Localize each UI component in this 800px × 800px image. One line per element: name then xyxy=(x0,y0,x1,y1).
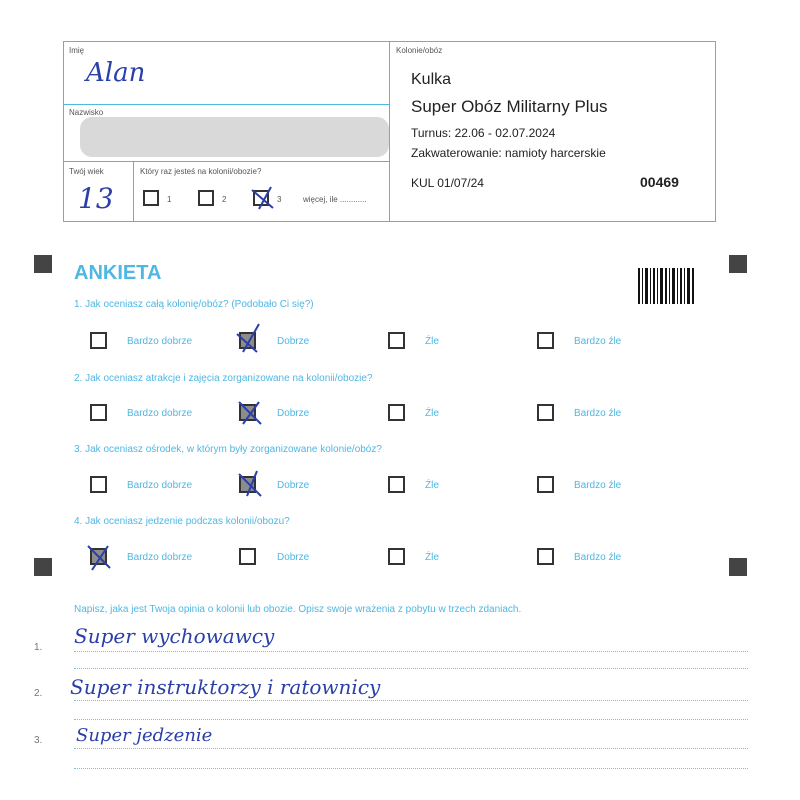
camp-code: KUL 01/07/24 xyxy=(411,176,484,190)
opinion-line-3-dots xyxy=(74,748,748,749)
kolonie-label: Kolonie/obóz xyxy=(396,46,443,55)
opinion-line-2-text[interactable]: Super instruktorzy i ratownicy xyxy=(70,675,381,699)
q1-option-bardzo-dobrze: Bardzo dobrze xyxy=(127,336,193,347)
opinion-line-2-dots xyxy=(74,700,748,701)
q4-checkbox-dobrze[interactable] xyxy=(239,548,256,565)
q4-option-bardzo-dobrze: Bardzo dobrze xyxy=(127,552,193,563)
q3-checkbox-zle[interactable] xyxy=(388,476,405,493)
barcode-icon xyxy=(638,268,694,304)
q4-checkbox-bardzo-zle[interactable] xyxy=(537,548,554,565)
q1-checkbox-bardzo-zle[interactable] xyxy=(537,332,554,349)
survey-title: ANKIETA xyxy=(74,262,162,284)
question-3: 3. Jak oceniasz ośrodek, w którym były zorganizowane kolonie/obóz? xyxy=(74,444,382,455)
q4-option-dobrze: Dobrze xyxy=(277,552,310,563)
q2-check-mark-icon xyxy=(235,398,265,426)
q1-check-mark-icon xyxy=(233,322,263,354)
q2-checkbox-bardzo-dobrze[interactable] xyxy=(90,404,107,421)
q1-option-bardzo-zle: Bardzo źle xyxy=(574,336,622,347)
opinion-line-2b-dots xyxy=(74,719,748,720)
question-4: 4. Jak oceniasz jedzenie podczas kolonii/obozu? xyxy=(74,516,290,527)
q2-checkbox-bardzo-zle[interactable] xyxy=(537,404,554,421)
q1-option-dobrze: Dobrze xyxy=(277,336,310,347)
question-2: 2. Jak oceniasz atrakcje i zajęcia zorganizowane na kolonii/obozie? xyxy=(74,373,373,384)
ktory-raz-option-2: 2 xyxy=(222,195,227,204)
wiek-label: Twój wiek xyxy=(69,167,104,176)
ktory-raz-label: Który raz jesteś na kolonii/obozie? xyxy=(140,167,262,176)
opinion-line-2-number: 2. xyxy=(34,688,43,699)
turnus: Turnus: 22.06 - 02.07.2024 xyxy=(411,126,556,140)
header-divider-age-vertical xyxy=(133,161,134,222)
q3-checkbox-bardzo-zle[interactable] xyxy=(537,476,554,493)
form-number: 00469 xyxy=(640,174,679,190)
q1-option-zle: Źle xyxy=(425,336,439,347)
imie-value[interactable]: Alan xyxy=(86,58,146,88)
zakwaterowanie: Zakwaterowanie: namioty harcerskie xyxy=(411,146,606,160)
opinion-line-3b-dots xyxy=(74,768,748,769)
registration-marker-top-right xyxy=(729,255,747,273)
header-divider-vertical xyxy=(389,41,390,222)
ktory-raz-check-mark-icon xyxy=(249,184,277,212)
q2-option-dobrze: Dobrze xyxy=(277,408,310,419)
header-divider-name xyxy=(63,104,389,105)
opinion-line-1-number: 1. xyxy=(34,642,43,653)
question-1: 1. Jak oceniasz całą kolonię/obóz? (Podobało Ci się?) xyxy=(74,299,314,310)
q1-checkbox-zle[interactable] xyxy=(388,332,405,349)
ktory-raz-option-1: 1 xyxy=(167,195,172,204)
q3-option-bardzo-zle: Bardzo źle xyxy=(574,480,622,491)
ktory-raz-checkbox-1[interactable] xyxy=(143,190,159,206)
opinion-line-1-text[interactable]: Super wychowawcy xyxy=(74,624,275,648)
q1-checkbox-bardzo-dobrze[interactable] xyxy=(90,332,107,349)
opinion-line-1b-dots xyxy=(74,668,748,669)
registration-marker-bottom-left xyxy=(34,558,52,576)
wiek-value[interactable]: 13 xyxy=(78,182,114,215)
q2-option-bardzo-dobrze: Bardzo dobrze xyxy=(127,408,193,419)
registration-marker-top-left xyxy=(34,255,52,273)
q4-check-mark-icon xyxy=(84,542,114,572)
nazwisko-label: Nazwisko xyxy=(69,108,104,117)
q3-check-mark-icon xyxy=(235,468,265,498)
opinion-line-3-text[interactable]: Super jedzenie xyxy=(76,725,213,746)
q3-option-bardzo-dobrze: Bardzo dobrze xyxy=(127,480,193,491)
q3-option-zle: Źle xyxy=(425,480,439,491)
opinion-line-1-dots xyxy=(74,651,748,652)
q4-option-zle: Źle xyxy=(425,552,439,563)
q4-option-bardzo-zle: Bardzo źle xyxy=(574,552,622,563)
header-divider-age xyxy=(63,161,389,162)
q3-option-dobrze: Dobrze xyxy=(277,480,310,491)
ktory-raz-option-3: 3 xyxy=(277,195,282,204)
nazwisko-redacted xyxy=(80,117,389,157)
camp-title: Super Obóz Militarny Plus xyxy=(411,97,608,116)
q2-option-bardzo-zle: Bardzo źle xyxy=(574,408,622,419)
registration-marker-bottom-right xyxy=(729,558,747,576)
q4-checkbox-zle[interactable] xyxy=(388,548,405,565)
q2-checkbox-zle[interactable] xyxy=(388,404,405,421)
ktory-raz-checkbox-2[interactable] xyxy=(198,190,214,206)
q3-checkbox-bardzo-dobrze[interactable] xyxy=(90,476,107,493)
imie-label: Imię xyxy=(69,46,85,55)
camp-name: Kulka xyxy=(411,71,452,88)
opinion-line-3-number: 3. xyxy=(34,735,43,746)
wiecej-label: więcej, ile ............ xyxy=(303,195,367,204)
opinion-prompt: Napisz, jaka jest Twoja opinia o kolonii lub obozie. Opisz swoje wrażenia z pobytu w trzech zdaniach. xyxy=(74,604,522,615)
q2-option-zle: Źle xyxy=(425,408,439,419)
